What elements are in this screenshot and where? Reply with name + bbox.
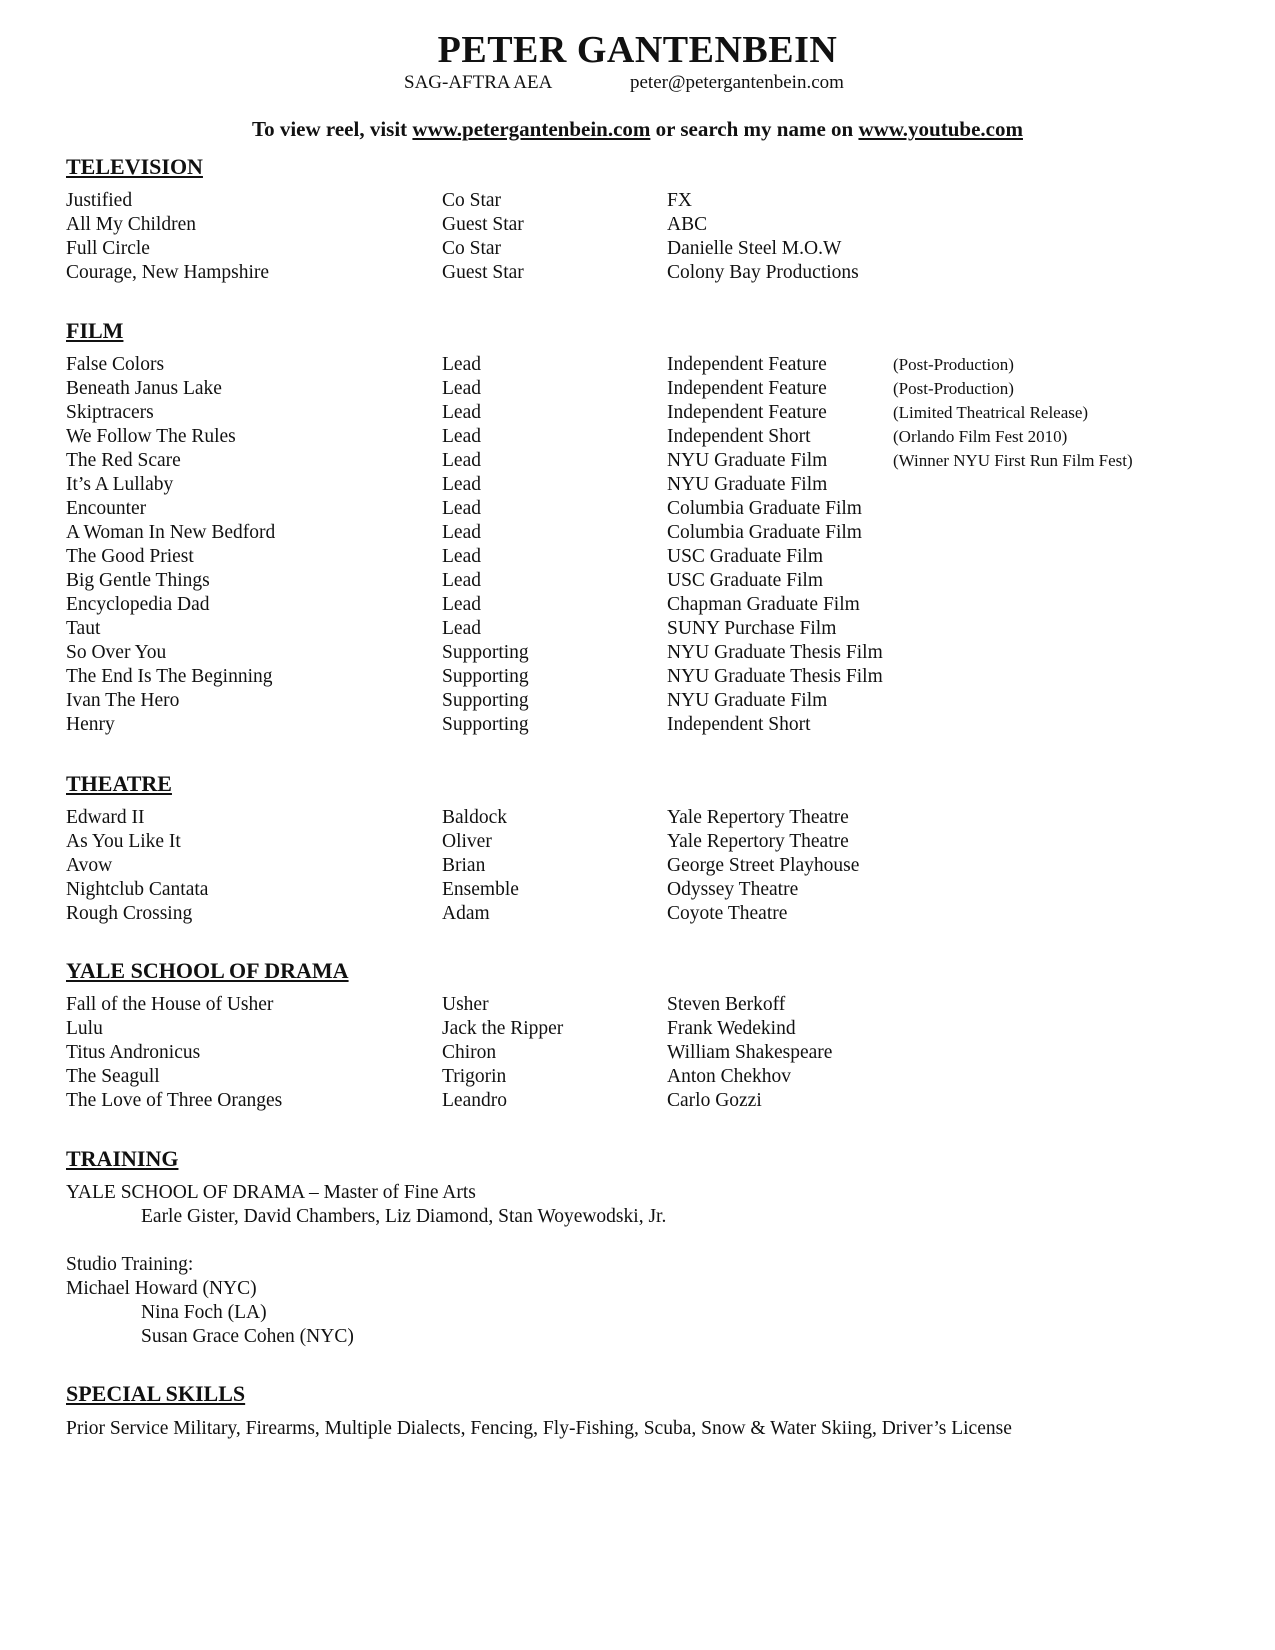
credit-title: Full Circle [66, 238, 150, 259]
credit-company: Coyote Theatre [667, 903, 788, 924]
training-teachers: Earle Gister, David Chambers, Liz Diamond, Stan Woyewodski, Jr. [141, 1206, 667, 1227]
credit-company: USC Graduate Film [667, 570, 823, 591]
credit-role: Supporting [442, 666, 529, 687]
credit-role: Lead [442, 498, 481, 519]
table-row [0, 401, 1275, 425]
credit-company: Chapman Graduate Film [667, 594, 860, 615]
table-row [0, 425, 1275, 449]
table-row [0, 593, 1275, 617]
table-row [0, 261, 1275, 285]
section-title-skills: SPECIAL SKILLS [66, 1381, 246, 1406]
credit-role: Supporting [442, 714, 529, 735]
credit-role: Guest Star [442, 262, 524, 283]
credit-company: NYU Graduate Film [667, 690, 828, 711]
credit-role: Supporting [442, 690, 529, 711]
credit-title: Encyclopedia Dad [66, 594, 210, 615]
credit-title: Nightclub Cantata [66, 879, 209, 900]
credit-title: It’s A Lullaby [66, 474, 174, 495]
contact-email: peter@petergantenbein.com [630, 72, 844, 93]
credit-title: The Love of Three Oranges [66, 1090, 283, 1111]
credit-company: Independent Feature [667, 402, 827, 423]
credit-role: Lead [442, 594, 481, 615]
table-row [0, 497, 1275, 521]
credit-role: Leandro [442, 1090, 507, 1111]
table-row [0, 521, 1275, 545]
credit-author: Steven Berkoff [667, 994, 786, 1015]
credit-company: George Street Playhouse [667, 855, 860, 876]
section-title-television: TELEVISION [66, 154, 203, 179]
section-title-yale: YALE SCHOOL OF DRAMA [66, 958, 349, 983]
credit-company: FX [667, 190, 692, 211]
credit-title: All My Children [66, 214, 196, 235]
credit-company: Columbia Graduate Film [667, 498, 862, 519]
credit-role: Lead [442, 402, 481, 423]
credit-title: Henry [66, 714, 115, 735]
credit-role: Trigorin [442, 1066, 507, 1087]
credit-title: The Good Priest [66, 546, 194, 567]
studio-teacher: Nina Foch (LA) [141, 1302, 267, 1323]
credit-role: Lead [442, 570, 481, 591]
credit-company: NYU Graduate Film [667, 474, 828, 495]
credit-title: Courage, New Hampshire [66, 262, 270, 283]
studio-training-label: Studio Training: [66, 1254, 194, 1275]
credit-author: Carlo Gozzi [667, 1090, 762, 1111]
credit-role: Supporting [442, 642, 529, 663]
studio-teacher: Susan Grace Cohen (NYC) [141, 1326, 354, 1347]
table-row [0, 569, 1275, 593]
credit-title: Taut [66, 618, 101, 639]
credit-company: Yale Repertory Theatre [667, 807, 849, 828]
section-title-film: FILM [66, 318, 124, 343]
union-affiliations: SAG-AFTRA AEA [404, 72, 553, 93]
credit-note: (Orlando Film Fest 2010) [893, 427, 1068, 446]
credit-role: Lead [442, 474, 481, 495]
credit-company: Colony Bay Productions [667, 262, 859, 283]
credit-title: The Red Scare [66, 450, 181, 471]
section-title-theatre: THEATRE [66, 771, 172, 796]
table-row [0, 237, 1275, 261]
credit-note: (Post-Production) [893, 379, 1014, 398]
credit-company: ABC [667, 214, 708, 235]
credit-company: NYU Graduate Thesis Film [667, 642, 883, 663]
credit-company: Independent Short [667, 714, 811, 735]
credit-company: NYU Graduate Film [667, 450, 828, 471]
credit-title: A Woman In New Bedford [66, 522, 276, 543]
credit-title: Encounter [66, 498, 147, 519]
credit-role: Jack the Ripper [442, 1018, 564, 1039]
table-row [0, 1017, 1275, 1041]
credit-role: Guest Star [442, 214, 524, 235]
section-title-training: TRAINING [66, 1146, 179, 1171]
credit-role: Brian [442, 855, 486, 876]
youtube-link[interactable]: www.youtube.com [858, 117, 1023, 141]
credit-company: Yale Repertory Theatre [667, 831, 849, 852]
credit-title: As You Like It [66, 831, 181, 852]
credit-title: So Over You [66, 642, 167, 663]
credit-note: (Limited Theatrical Release) [893, 403, 1089, 422]
table-row [0, 854, 1275, 878]
credit-company: Odyssey Theatre [667, 879, 799, 900]
credit-role: Oliver [442, 831, 492, 852]
credit-role: Co Star [442, 190, 502, 211]
credit-role: Lead [442, 426, 481, 447]
studio-teacher: Michael Howard (NYC) [66, 1278, 257, 1299]
credit-title: The End Is The Beginning [66, 666, 273, 687]
training-degree: YALE SCHOOL OF DRAMA – Master of Fine Arts [66, 1182, 476, 1203]
credit-note: (Winner NYU First Run Film Fest) [893, 451, 1133, 470]
credit-title: Beneath Janus Lake [66, 378, 222, 399]
credit-title: Rough Crossing [66, 903, 193, 924]
table-row [0, 1041, 1275, 1065]
table-row [0, 878, 1275, 902]
credit-title: Fall of the House of Usher [66, 994, 274, 1015]
credit-company: Columbia Graduate Film [667, 522, 862, 543]
table-row [0, 449, 1275, 473]
credit-role: Lead [442, 546, 481, 567]
credit-title: Big Gentle Things [66, 570, 210, 591]
credit-company: NYU Graduate Thesis Film [667, 666, 883, 687]
credit-role: Lead [442, 450, 481, 471]
credit-author: William Shakespeare [667, 1042, 833, 1063]
table-row [0, 993, 1275, 1017]
credit-company: Independent Short [667, 426, 811, 447]
credit-title: Lulu [66, 1018, 103, 1039]
credit-title: Skiptracers [66, 402, 154, 423]
reel-line [0, 116, 1275, 142]
credit-company: SUNY Purchase Film [667, 618, 837, 639]
credit-note: (Post-Production) [893, 355, 1014, 374]
credit-role: Co Star [442, 238, 502, 259]
credit-author: Frank Wedekind [667, 1018, 796, 1039]
table-row [0, 617, 1275, 641]
credit-role: Ensemble [442, 879, 519, 900]
credit-company: Independent Feature [667, 378, 827, 399]
credit-role: Lead [442, 378, 481, 399]
table-row [0, 473, 1275, 497]
table-row [0, 713, 1275, 737]
credit-title: We Follow The Rules [66, 426, 236, 447]
reel-middle: or search my name on [650, 117, 859, 141]
actor-name: PETER GANTENBEIN [437, 29, 838, 71]
credit-company: Danielle Steel M.O.W [667, 238, 842, 259]
credit-title: False Colors [66, 354, 165, 375]
table-row [0, 902, 1275, 926]
credit-role: Lead [442, 618, 481, 639]
credit-title: Justified [66, 190, 133, 211]
credit-author: Anton Chekhov [667, 1066, 792, 1087]
credit-title: The Seagull [66, 1066, 160, 1087]
credit-title: Ivan The Hero [66, 690, 180, 711]
credit-role: Chiron [442, 1042, 497, 1063]
reel-prefix: To view reel, visit [252, 117, 413, 141]
table-row [0, 665, 1275, 689]
table-row [0, 689, 1275, 713]
table-row [0, 641, 1275, 665]
table-row [0, 189, 1275, 213]
credit-company: USC Graduate Film [667, 546, 823, 567]
credit-role: Baldock [442, 807, 507, 828]
credit-role: Lead [442, 522, 481, 543]
table-row [0, 545, 1275, 569]
credit-company: Independent Feature [667, 354, 827, 375]
credit-role: Adam [442, 903, 490, 924]
table-row [0, 377, 1275, 401]
credit-title: Avow [66, 855, 113, 876]
credit-role: Usher [442, 994, 489, 1015]
credit-title: Edward II [66, 807, 145, 828]
table-row [0, 830, 1275, 854]
credit-role: Lead [442, 354, 481, 375]
table-row [0, 1089, 1275, 1113]
credit-title: Titus Andronicus [66, 1042, 201, 1063]
table-row [0, 1065, 1275, 1089]
skills-list: Prior Service Military, Firearms, Multiple Dialects, Fencing, Fly-Fishing, Scuba, Snow & Water Skiing, Driver’s License [66, 1418, 1012, 1439]
table-row [0, 353, 1275, 377]
website-link[interactable]: www.petergantenbein.com [412, 117, 651, 141]
table-row [0, 806, 1275, 830]
table-row [0, 213, 1275, 237]
